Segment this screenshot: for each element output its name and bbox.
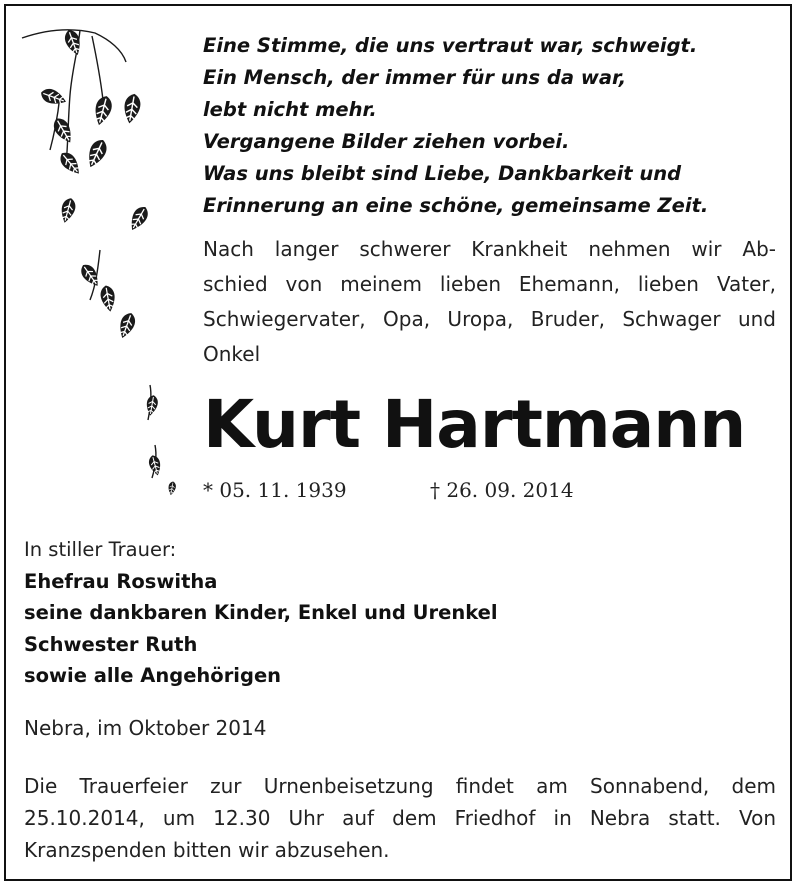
- poem-line: Was uns bleibt sind Liebe, Dankbarkeit und: [203, 162, 682, 185]
- intro-text: [203, 232, 776, 372]
- service-info: Die Trauerfeier zur Urnenbeisetzung findet am Sonnabend, dem 25.10.2014, um 12.30 Uhr auf dem Friedhof in Nebra statt. Von Kranzspenden bitten wir abzusehen.: [24, 774, 776, 862]
- intro-line-1: Nach langer schwerer Krankheit nehmen wir Ab-: [203, 237, 776, 261]
- mourner-line: Schwester Ruth: [24, 632, 198, 656]
- mourner-line: Ehefrau Roswitha: [24, 569, 218, 593]
- poem-line: Ein Mensch, der immer für uns da war,: [203, 66, 627, 89]
- birch-leaves-icon: [0, 0, 200, 510]
- poem-line: Vergangene Bilder ziehen vorbei.: [203, 130, 570, 153]
- poem-line: Eine Stimme, die uns vertraut war, schweigt.: [203, 34, 698, 57]
- mourner-line: sowie alle Angehörigen: [24, 664, 282, 687]
- birth-date: * 05. 11. 1939: [203, 478, 347, 502]
- intro-rest: schied von meinem lieben Ehemann, lieben Vater, Schwiegervater, Opa, Uropa, Bruder, Schwager und Onkel: [203, 272, 776, 366]
- poem-line: lebt nicht mehr.: [203, 98, 377, 121]
- mourners-heading: In stiller Trauer:: [24, 538, 177, 561]
- death-date: † 26. 09. 2014: [430, 478, 574, 502]
- mourner-line: seine dankbaren Kinder, Enkel und Urenkel: [24, 601, 498, 624]
- place-date: Nebra, im Oktober 2014: [24, 716, 267, 740]
- deceased-name: Kurt Hartmann: [203, 386, 746, 463]
- poem: [203, 30, 773, 222]
- poem-line: Erinnerung an eine schöne, gemeinsame Zeit.: [203, 194, 709, 217]
- mourners-block: [24, 534, 498, 692]
